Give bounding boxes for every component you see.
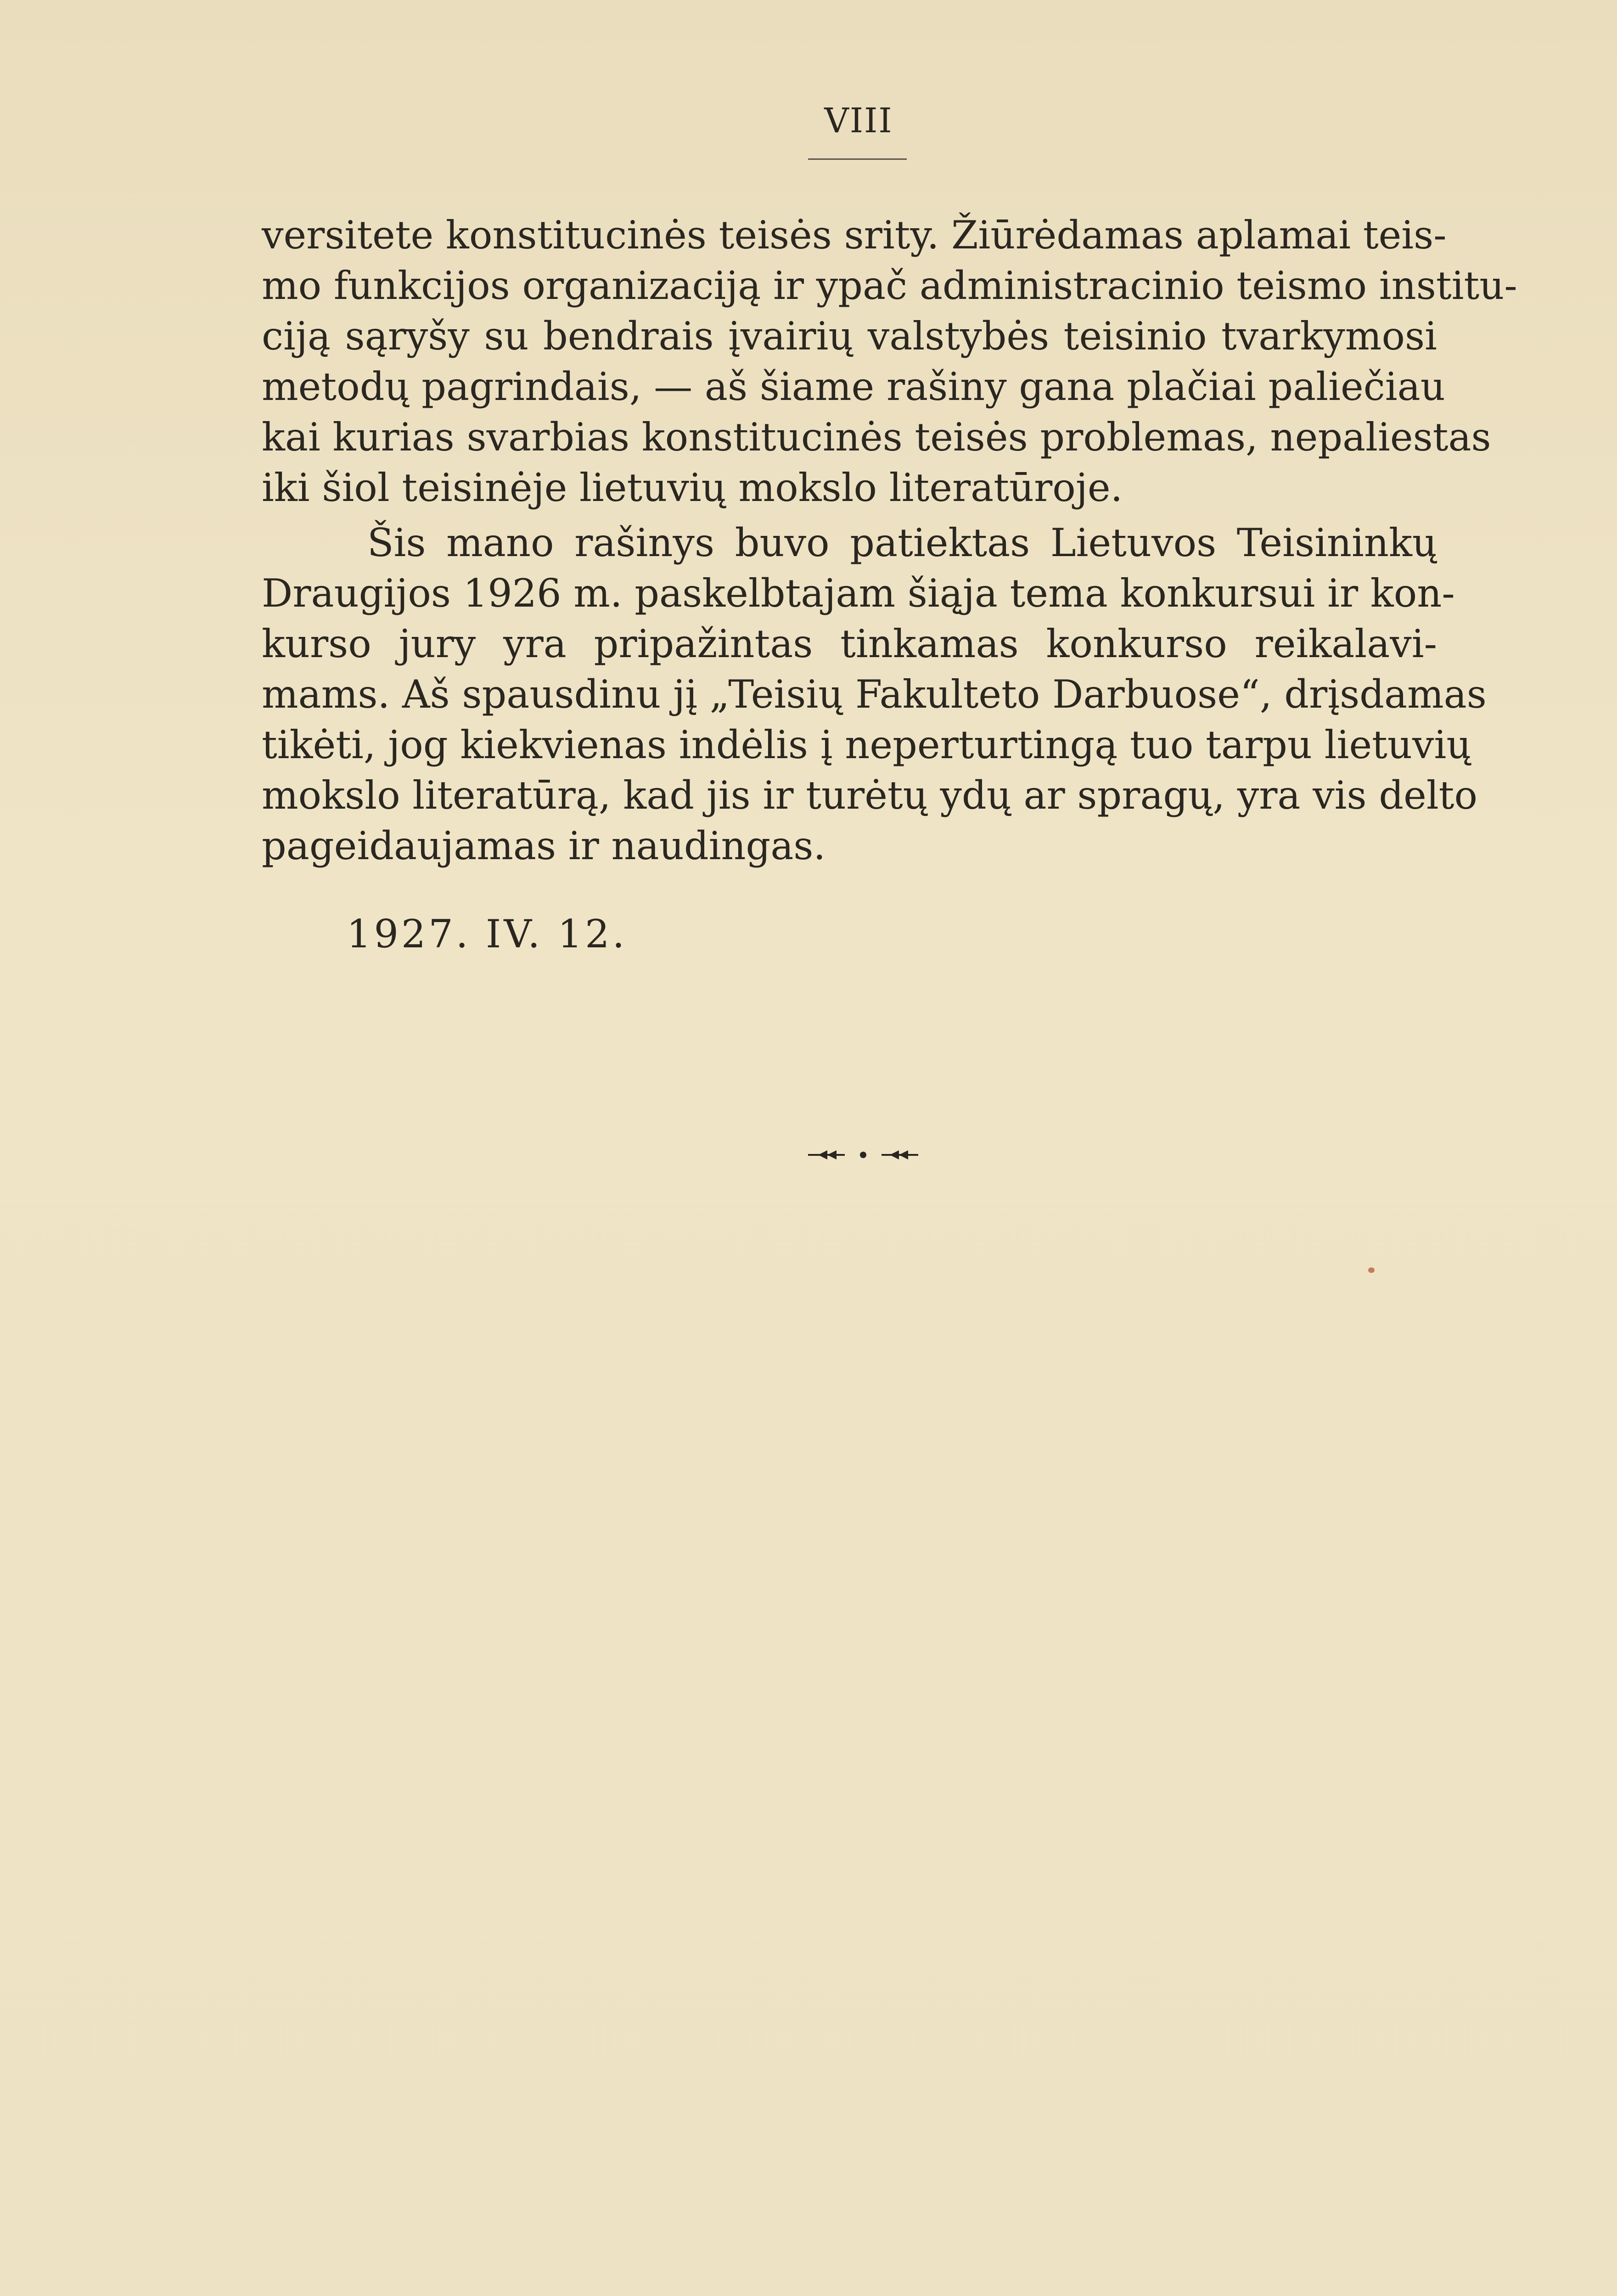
text-line: mo funkcijos organizaciją ir ypač administracinio teismo institu-: [262, 263, 1517, 308]
date-line: 1927. IV. 12.: [347, 912, 628, 957]
text-line: pageidaujamas ir naudingas.: [262, 823, 826, 868]
page-number: VIII: [824, 101, 893, 141]
text-line: iki šiol teisinėje lietuvių mokslo literatūroje.: [262, 465, 1123, 510]
text-line: Šis mano rašinys buvo patiektas Lietuvos Teisininkų: [367, 520, 1437, 565]
text-line: mams. Aš spausdinu jį „Teisių Fakulteto Darbuose“, drįsdamas: [262, 672, 1487, 717]
text-line: kurso jury yra pripažintas tinkamas konkurso reikalavi-: [262, 621, 1437, 666]
ornament-icon: [799, 1146, 927, 1164]
text-line: mokslo literatūrą, kad jis ir turėtų ydų ar spragų, yra vis delto: [262, 773, 1478, 818]
text-line: kai kurias svarbias konstitucinės teisės problemas, nepaliestas: [262, 415, 1491, 460]
text-line: versitete konstitucinės teisės srity. Žiūrėdamas aplamai teis-: [262, 213, 1447, 258]
text-line: ciją sąryšy su bendrais įvairių valstybės teisinio tvarkymosi: [262, 314, 1437, 359]
text-line: tikėti, jog kiekvienas indėlis į neperturtingą tuo tarpu lietuvių: [262, 722, 1471, 767]
text-line: metodų pagrindais, — aš šiame rašiny gana plačiai paliečiau: [262, 364, 1445, 409]
page-number-rule: [808, 158, 907, 160]
text-line: Draugijos 1926 m. paskelbtajam šiąja tema konkursui ir kon-: [262, 571, 1455, 616]
paper-speck: [1368, 1267, 1375, 1273]
